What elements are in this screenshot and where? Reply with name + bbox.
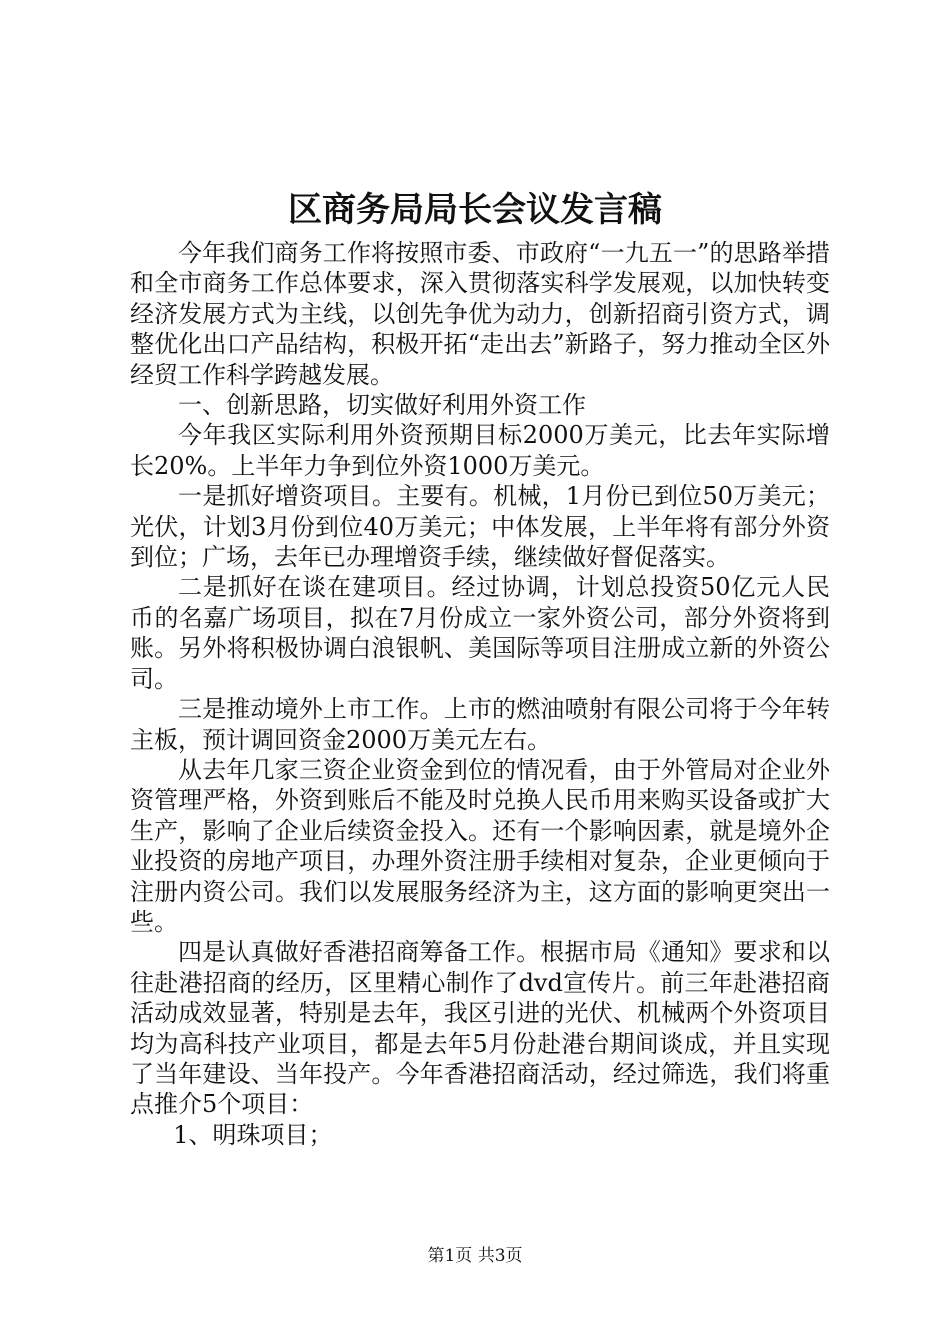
document-body [130, 238, 830, 1150]
paragraph-intro: 今年我们商务工作将按照市委、市政府“一九五一”的思路举措和全市商务工作总体要求，深入贯彻落实科学发展观，以加快转变经济发展方式为主线，以创先争优为动力，创新招商引资方式，调整优化出口产品结构，积极开拓“走出去”新路子，努力推动全区外经贸工作科学跨越发展。 [130, 239, 830, 389]
paragraph-analysis: 从去年几家三资企业资金到位的情况看，由于外管局对企业外资管理严格，外资到账后不能及时兑换人民币用来购买设备或扩大生产，影响了企业后续资金投入。还有一个影响因素，就是境外企业投资的房地产项目，办理外资注册手续相对复杂，企业更倾向于注册内资公司。我们以发展服务经济为主，这方面的影响更突出一些。 [130, 755, 830, 936]
section-heading: 一、创新思路，切实做好利用外资工作 [178, 391, 586, 420]
paragraph-point-4: 四是认真做好香港招商筹备工作。根据市局《通知》要求和以往赴港招商的经历，区里精心制作了dvd宣传片。前三年赴港招商活动成效显著，特别是去年，我区引进的光伏、机械两个外资项目均为高科技产业项目，都是去年5月份赴港台期间谈成，并且实现了当年建设、当年投产。今年香港招商活动，经过筛选，我们将重点推介5个项目： [130, 938, 830, 1119]
paragraph-target: 今年我区实际利用外资预期目标2000万美元，比去年实际增长20%。上半年力争到位外资1000万美元。 [130, 421, 830, 480]
document-title: 区商务局局长会议发言稿 [288, 190, 662, 230]
list-item: 1、明珠项目； [173, 1120, 333, 1149]
paragraph-point-3: 三是推动境外上市工作。上市的燃油喷射有限公司将于今年转主板，预计调回资金2000万美元左右。 [130, 695, 830, 754]
page-footer: 第1页 共3页 [427, 1246, 523, 1266]
paragraph-point-1: 一是抓好增资项目。主要有。机械，1月份已到位50万美元；光伏，计划3月份到位40万美元；中体发展，上半年将有部分外资到位；广场，去年已办理增资手续，继续做好督促落实。 [130, 482, 830, 572]
paragraph-point-2: 二是抓好在谈在建项目。经过协调，计划总投资50亿元人民币的名嘉广场项目，拟在7月份成立一家外资公司，部分外资将到账。另外将积极协调白浪银帆、美国际等项目注册成立新的外资公司。 [130, 573, 830, 693]
